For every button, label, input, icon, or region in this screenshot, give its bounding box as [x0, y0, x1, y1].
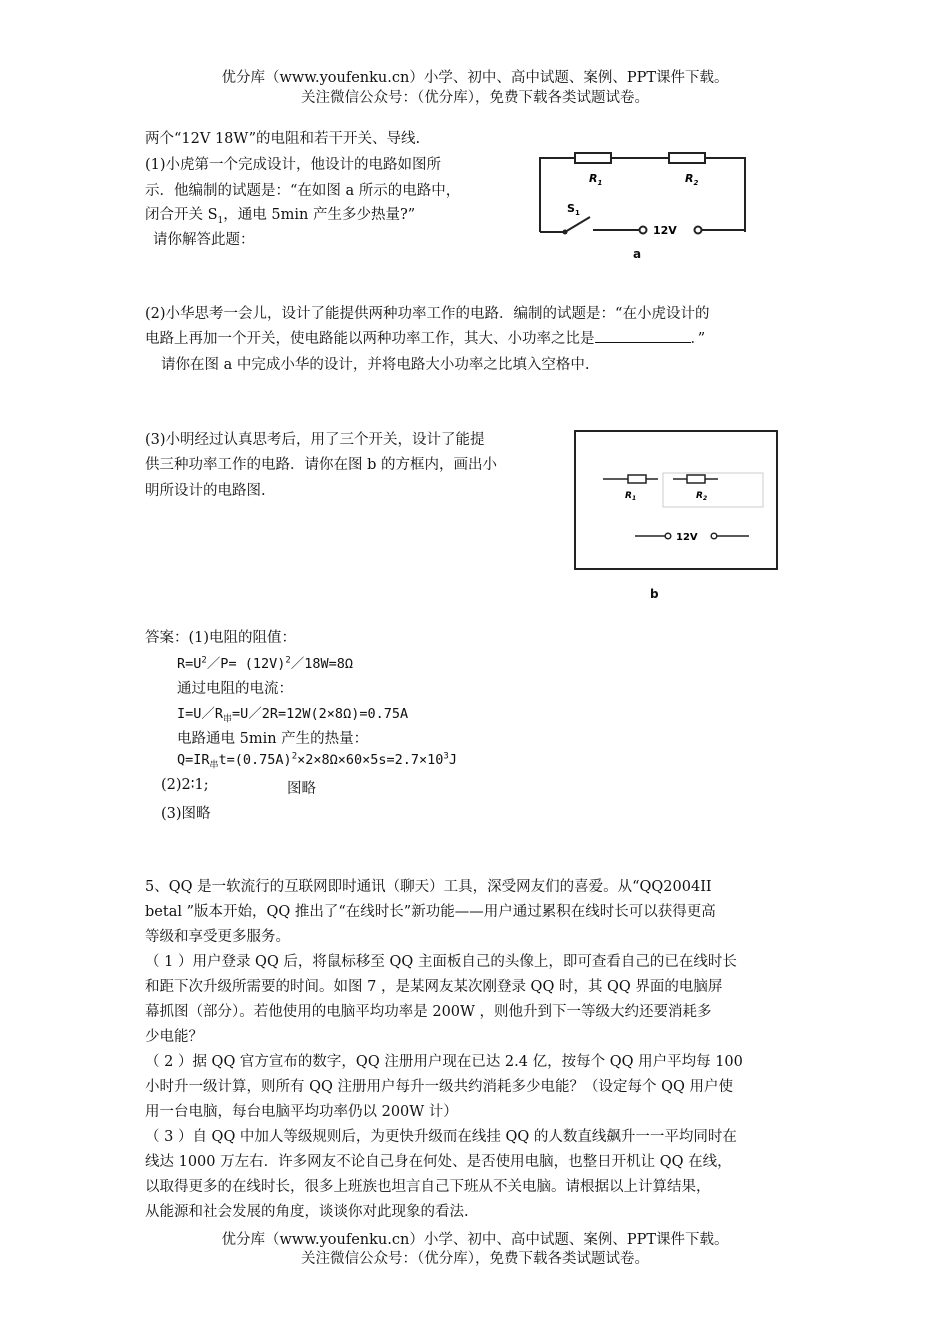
- answer-line-5: 电路通电 5min 产生的热量：: [177, 731, 369, 747]
- problem5-line-11: （ 3 ）自 QQ 中加人等级规则后，为更快升级而在线挂 QQ 的人数直线飙升一一平均同时在: [145, 1129, 737, 1145]
- label-12v-a: 12V: [653, 224, 677, 237]
- part3-line-1: (3)小明经过认真思考后，用了三个开关，设计了能提: [145, 432, 485, 448]
- answer-line-6: $Q=IR_串t=(0.75A)^2\times 2\times 8\Omega\times 60\times 5s=2.7\times 10^3J$: [177, 751, 457, 771]
- problem5-line-13: 以取得更多的在线时长，很多上班族也坦言自己下班从不关电脑。请根据以上计算结果，: [145, 1179, 711, 1195]
- header-line-2: 关注微信公众号：（优分库），免费下载各类试题试卷。: [301, 90, 649, 106]
- part2-line-1: (2)小华思考一会儿，设计了能提供两种功率工作的电路．编制的试题是：“在小虎设计的: [145, 306, 710, 322]
- answer-line-2: $R=U^2/P=$ $(12V)^2/18W=8\Omega$: [177, 655, 354, 672]
- answer-line-4: $I=U/R_串=U/2R=12W(2\times 8\Omega)=0.75A$: [177, 706, 409, 725]
- problem5-line-5: 和距下次升级所需要的时间。如图 7 ，是某网友某次刚登录 QQ 时，其 QQ 界面的电脑屏: [145, 979, 723, 995]
- part3-line-3: 明所设计的电路图.: [145, 483, 266, 499]
- circuit-diagram-a: [535, 150, 750, 242]
- problem5-line-2: betal ”版本开始，QQ 推出了“在线时长”新功能——用户通过累积在线时长可以获得更高: [145, 904, 716, 920]
- label-r1: $R_1$: [589, 172, 603, 187]
- resistor-r2-symbol: [669, 153, 705, 163]
- problem5-line-14: 从能源和社会发展的角度，谈谈你对此现象的看法.: [145, 1204, 469, 1220]
- part1-line-2: 示．他编制的试题是：“在如图 a 所示的电路中，: [145, 183, 461, 199]
- problem5-line-9: 小时升一级计算，则所有 QQ 注册用户每升一级共约消耗多少电能？（设定每个 QQ 用户使: [145, 1079, 733, 1095]
- part1-line-3: 闭合开关 $S_1$，通电 5min 产生多少热量?”: [145, 207, 416, 226]
- label-r1-b: $R_1$: [625, 491, 637, 502]
- problem5-line-1: 5、QQ 是一软流行的互联网即时通讯（聊天）工具，深受网友们的喜爱。从“QQ2004II: [145, 879, 712, 895]
- footer-line-1: 优分库（www.youfenku.cn）小学、初中、高中试题、案例、PPT课件下载。: [221, 1232, 729, 1248]
- problem5-line-12: 线达 1000 万左右．许多网友不论自己身在何处、是否使用电脑，也整日开机让 QQ 在线，: [145, 1154, 732, 1170]
- label-12v-b: 12V: [676, 532, 698, 543]
- problem5-line-6: 幕抓图（部分）。若他使用的电脑平均功率是 200W ，则他升到下一等级大约还要消耗多: [145, 1004, 712, 1020]
- answer-blank[interactable]: [595, 329, 691, 343]
- part2-line-3: 请你在图 a 中完成小华的设计，并将电路大小功率之比填入空格中.: [161, 357, 590, 373]
- part1-line-1: (1)小虎第一个完成设计，他设计的电路如图所: [145, 157, 442, 173]
- problem5-line-7: 少电能？: [145, 1029, 203, 1045]
- footer-line-2: 关注微信公众号：（优分库），免费下载各类试题试卷。: [301, 1251, 649, 1267]
- answer-line-1: 答案：(1)电阻的阻值：: [145, 630, 297, 646]
- problem4-intro: 两个“12V 18W”的电阻和若干开关、导线.: [145, 131, 421, 147]
- terminal-right: [695, 227, 702, 234]
- answer-line-7b: 图略: [287, 781, 316, 797]
- part2-line-2: 电路上再加一个开关，使电路能以两种功率工作，其大、小功率之比是 ．”: [145, 331, 706, 347]
- part3-line-2: 供三种功率工作的电路．请你在图 b 的方框内，画出小: [145, 457, 497, 473]
- header-line-1: 优分库（www.youfenku.cn）小学、初中、高中试题、案例、PPT课件下载。: [221, 70, 729, 86]
- resistor-r1-symbol: [575, 153, 611, 163]
- label-r2: $R_2$: [685, 172, 699, 187]
- label-r2-b: $R_2$: [696, 491, 708, 502]
- problem5-line-3: 等级和享受更多服务。: [145, 929, 290, 945]
- terminal-right-b: [711, 533, 717, 539]
- problem5-line-10: 用一台电脑，每台电脑平均功率仍以 200W 计）: [145, 1104, 458, 1120]
- part1-line-4: 请你解答此题：: [153, 232, 255, 248]
- switch-s1-symbol: [565, 217, 590, 232]
- answer-line-3: 通过电阻的电流：: [177, 681, 293, 697]
- answer-line-7a: (2)2∶1;: [161, 777, 209, 793]
- answer-line-8: (3)图略: [161, 806, 211, 822]
- terminal-left: [640, 227, 647, 234]
- drawing-box: [575, 431, 777, 569]
- problem5-line-4: （ 1 ）用户登录 QQ 后，将鼠标移至 QQ 主面板自己的头像上，即可查看自己的已在线时长: [145, 954, 737, 970]
- label-s1: $S_1$: [567, 202, 580, 217]
- problem5-line-8: （ 2 ）据 QQ 官方宣布的数字，QQ 注册用户现在已达 2.4 亿，按每个 QQ 用户平均每 100: [145, 1054, 743, 1070]
- terminal-left-b: [665, 533, 671, 539]
- figure-b-caption: b: [650, 587, 659, 601]
- circuit-diagram-b: [573, 429, 781, 573]
- figure-a-caption: a: [633, 247, 642, 261]
